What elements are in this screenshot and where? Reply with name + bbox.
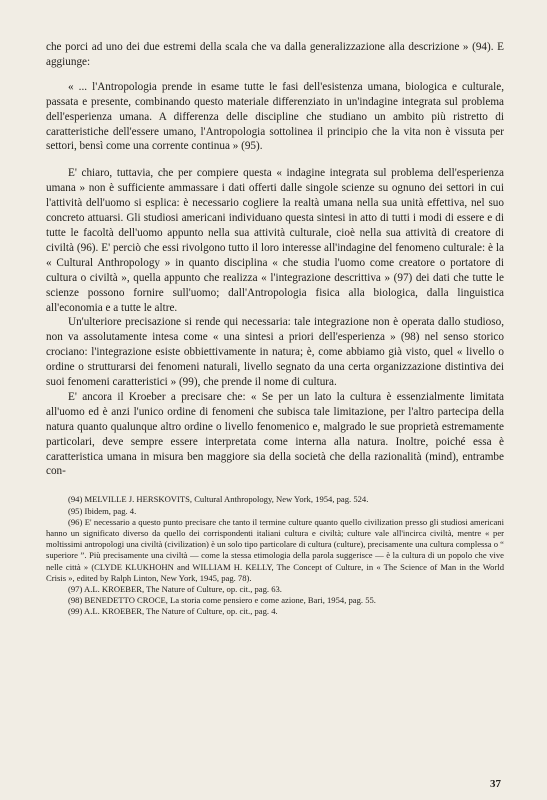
paragraph-kroeber: E' ancora il Kroeber a precisare che: « Se per un lato la cultura è essenzialmente limitata all'uomo ed è anzi l'unico ordine di fenomeni che subisca tale limitazione, per l'altro partecipa della natura quanto qualunque altro ordine o livello fenomenico e, malgrado le sue proprietà estremamente particolari, deve sempre essere interpretata come interna alla natura. Inoltre, poiché essa è caratteristica umana in misura ben maggiore sia della società che della razionalità (mind), entrambe con-	[46, 390, 504, 478]
page-number: 37	[490, 778, 501, 790]
footnote-99: (99) A.L. KROEBER, The Nature of Culture, op. cit., pag. 4.	[68, 606, 278, 617]
footnote-94: (94) MELVILLE J. HERSKOVITS, Cultural Anthropology, New York, 1954, pag. 524.	[68, 494, 369, 505]
footnote-96: (96) E' necessario a questo punto precisare che tanto il termine culture quanto quello civilization presso gli studiosi americani hanno un significato diverso da quello dei corrispondenti italiani cultura e civiltà; culture vale all'incirca civiltà, mentre « per moltissimi antropologi una civiltà (civilization) è un solo tipo particolare di cultura (culture), precisamente una cultura complessa o “ superiore ”. Più precisamente una civiltà — come la stessa etimologia della parola suggerisce — è la cultura di un popolo che vive nelle città » (CLYDE KLUKHOHN and WILLIAM H. KELLY, The Concept of Culture, in « The Science of Man in the World Crisis », edited by Ralph Linton, New York, 1945, pag. 78).	[46, 516, 504, 583]
paragraph-intro: che porci ad uno dei due estremi della scala che va dalla generalizzazione alla descrizione » (94). E aggiunge:	[46, 41, 504, 68]
footnote-95: (95) Ibidem, pag. 4.	[68, 505, 137, 516]
block-quote: « ... l'Antropologia prende in esame tutte le fasi dell'esistenza umana, biologica e culturale, passata e presente, combinando questo materiale differenziato in un'indagine integrata sul problema dell'esperienza umana. A differenza delle discipline che studiano un ambito più ristretto di caratteristiche dell'essere umano, l'Antropologia sottolinea il principio che la vita non è vissuta per settori, bensì come una corrente continua » (95).	[46, 80, 504, 153]
footnote-97: (97) A.L. KROEBER, The Nature of Culture, op. cit., pag. 63.	[68, 584, 282, 594]
paragraph-precisazione: Un'ulteriore precisazione si rende qui necessaria: tale integrazione non è operata dallo studioso, non va assolutamente intesa come « una sintesi a priori dell'esperienza » (98) nel senso storico crociano: l'integrazione esiste obbiettivamente in natura; è, come abbiamo già visto, quel « livello o ordine o strutturarsi dei fenomeni naturali, livello segnato da una certa organizzazione distintiva dei suoi fenomeni caratteristici » (99), che prende il nome di cultura.	[46, 316, 504, 389]
document-page	[46, 40, 504, 618]
paragraph-integration: E' chiaro, tuttavia, che per compiere questa « indagine integrata sul problema dell'esperienza umana » non è sufficiente ammassare i dati offerti dalle singole scienze su ognuno dei settori in cui l'attività dell'uomo si esplica: è necessario cogliere la realtà umana nella sua unità effettiva, nel suo concreto attuarsi. Gli studiosi americani individuano questa sintesi in atto di tutti i modi di essere e di tutte le facoltà dell'uomo appunto nella sua attività culturale, cioè nella sua attività di creatore di civiltà (96). E' perciò che essi rivolgono tutto il loro interesse all'indagine del fenomeno culturale: è la « Cultural Anthropology » in quanto disciplina « che studia l'uomo come creatore o portatore di cultura o civiltà », quella appunto che realizza « l'integrazione descrittiva » (97) dei dati che tutte le scienze possono fornire sull'uomo; dall'Antropologia fisica alla biologica, dalla linguistica all'economia e a tutte le altre.	[46, 167, 504, 314]
footnotes	[46, 494, 504, 617]
footnote-98: (98) BENEDETTO CROCE, La storia come pensiero e come azione, Bari, 1954, pag. 55.	[68, 595, 376, 606]
